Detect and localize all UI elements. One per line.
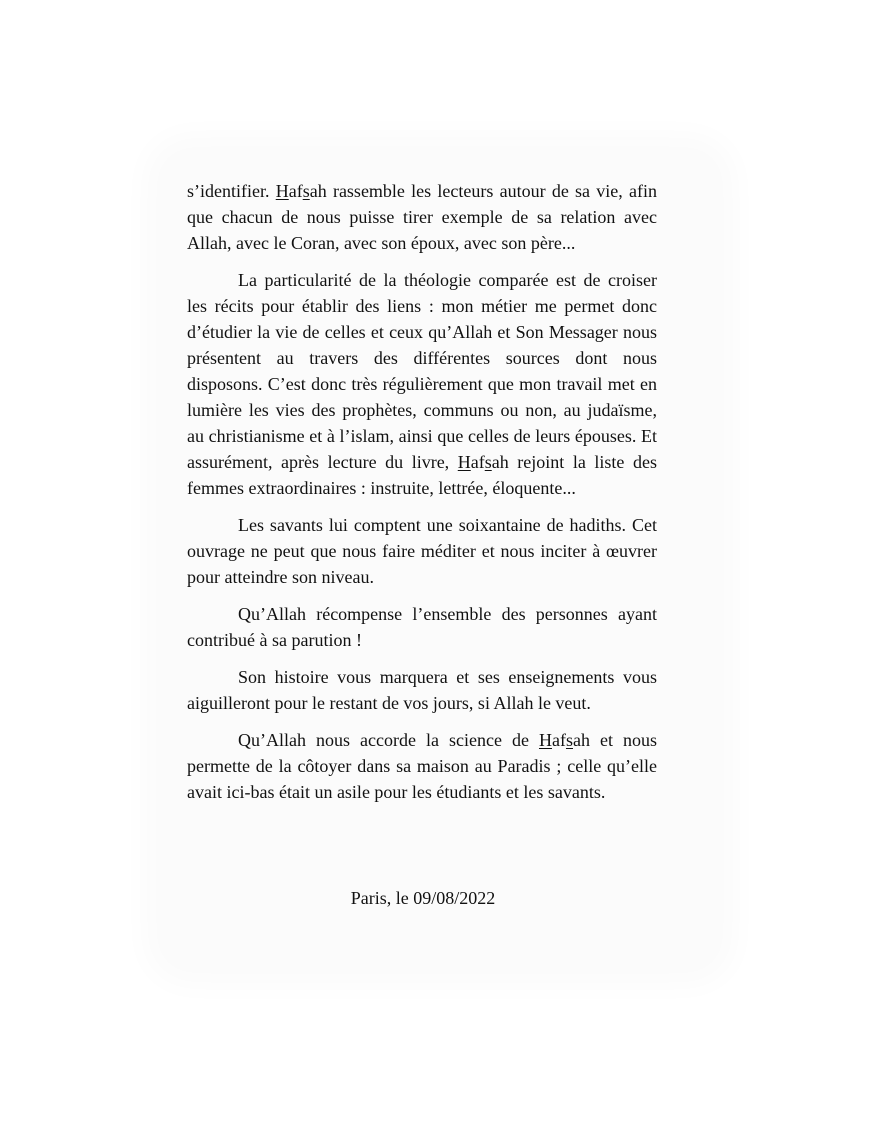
document-body xyxy=(187,178,657,816)
text-run: Qu’Allah nous accorde la science de xyxy=(238,730,539,750)
paragraph-1 xyxy=(187,178,657,256)
underlined-letter: H xyxy=(457,452,471,472)
paragraph-4 xyxy=(187,601,657,653)
underlined-letter: s xyxy=(302,181,310,201)
paragraph-3 xyxy=(187,512,657,590)
text-run: af xyxy=(288,181,303,201)
text-run: Son histoire vous marquera et ses enseignements vous aiguilleront pour le restant de vos jours, si Allah le veut. xyxy=(187,667,657,713)
underlined-letter: H xyxy=(275,181,289,201)
text-run: La particularité de la théologie comparée est de croiser les récits pour établir des liens : mon métier me permet donc d’étudier la vie de celles et ceux qu’Allah et Son Messager nous présentent au travers des différentes sources dont nous disposons. C’est donc très régulièrement que mon travail met en lumière les vies des prophètes, communs ou non, au judaïsme, au christianisme et à l’islam, ainsi que celles de leurs épouses. Et assurément, après lecture du livre, xyxy=(187,270,657,472)
underlined-letter: s xyxy=(484,452,492,472)
text-run: ah et nous permette de la côtoyer dans sa maison au Paradis ; celle qu’elle avait ici-bas était un asile pour les étudiants et les savants. xyxy=(187,730,657,802)
text-run: af xyxy=(470,452,485,472)
text-run: Les savants lui comptent une soixantaine de hadiths. Cet ouvrage ne peut que nous faire méditer et nous inciter à œuvrer pour atteindre son niveau. xyxy=(187,515,657,587)
place-and-date: Paris, le 09/08/2022 xyxy=(350,888,496,908)
paragraph-2 xyxy=(187,267,657,501)
text-run: s’identifier. xyxy=(187,181,276,201)
text-run: Qu’Allah récompense l’ensemble des personnes ayant contribué à sa parution ! xyxy=(187,604,657,650)
underlined-letter: H xyxy=(538,730,552,750)
paragraph-5 xyxy=(187,664,657,716)
text-run: af xyxy=(551,730,566,750)
underlined-letter: s xyxy=(565,730,573,750)
text-run: ah rassemble les lecteurs autour de sa vie, afin que chacun de nous puisse tirer exemple de sa relation avec Allah, avec le Coran, avec son époux, avec son père... xyxy=(187,181,657,253)
paragraph-6 xyxy=(187,727,657,805)
text-run: ah rejoint la liste des femmes extraordinaires : instruite, lettrée, éloquente... xyxy=(187,452,657,498)
